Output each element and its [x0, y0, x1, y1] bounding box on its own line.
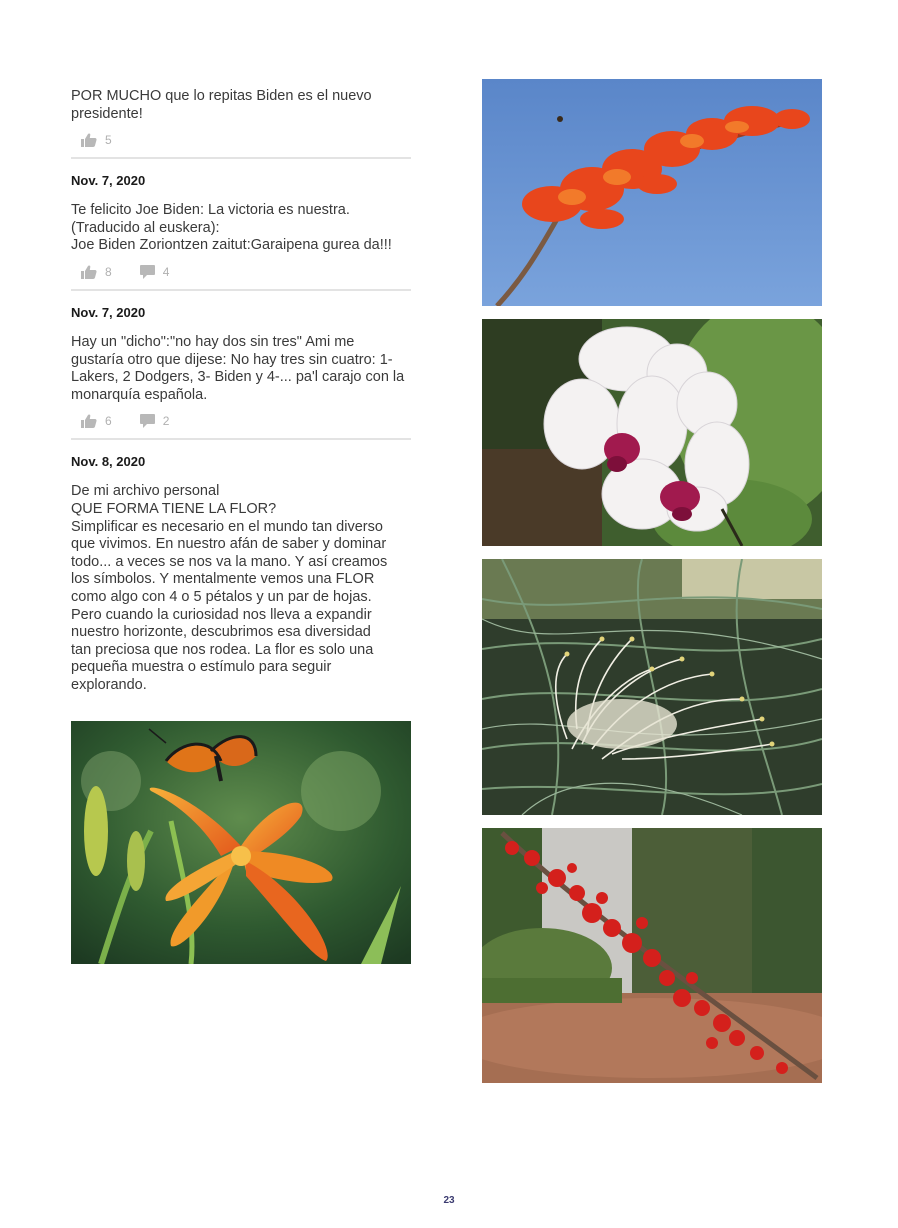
post-date: Nov. 7, 2020 [71, 304, 146, 320]
speech-bubble-icon [140, 414, 155, 428]
comment-button[interactable] [140, 414, 170, 428]
post-line: todo... a veces se nos va la mano. Y así creamos [71, 553, 388, 570]
thumbs-up-icon [81, 133, 97, 147]
post-line: presidente! [71, 105, 143, 122]
post-line: Te felicito Joe Biden: La victoria es nuestra. [71, 202, 350, 219]
post-line: los símbolos. Y mentalmente vemos una FLOR [71, 571, 375, 588]
like-button[interactable] [81, 265, 112, 279]
post-text [71, 334, 411, 404]
post-date: Nov. 7, 2020 [71, 173, 146, 189]
speech-bubble-icon [140, 265, 155, 279]
daylily-butterfly-photo[interactable] [71, 721, 411, 964]
post-line: Hay un "dicho":"no hay dos sin tres" Ami me [71, 333, 355, 350]
post [71, 173, 411, 291]
post-line: POR MUCHO que lo repitas Biden es el nuevo [71, 88, 372, 104]
post-line: Joe Biden Zoriontzen zaitut:Garaipena gurea da!!! [71, 237, 392, 254]
post-line: De mi archivo personal [71, 483, 220, 500]
post-text [71, 483, 411, 694]
like-button[interactable] [81, 414, 112, 428]
comment-button[interactable] [140, 265, 170, 279]
divider [71, 157, 411, 159]
post-meta [71, 123, 411, 157]
post [71, 88, 411, 159]
comment-count: 2 [162, 414, 170, 429]
comment-count: 4 [162, 264, 170, 279]
post-text [71, 88, 411, 123]
post-line: pequeña muestra o estímulo para seguir [71, 659, 332, 676]
like-count: 8 [105, 264, 112, 279]
post-line: (Traducido al euskera): [71, 219, 220, 236]
grevillea-white-photo[interactable] [482, 559, 822, 815]
post-line: QUE FORMA TIENE LA FLOR? [71, 500, 277, 517]
like-button[interactable] [81, 133, 112, 147]
post-line: tan preciosa que nos rodea. La flor es solo una [71, 641, 374, 658]
post [71, 454, 411, 694]
post-line: monarquía española. [71, 386, 208, 403]
thumbs-up-icon [81, 265, 97, 279]
white-orchid-photo[interactable] [482, 319, 822, 546]
post-text [71, 202, 411, 255]
post [71, 305, 411, 440]
ocotillo-flower-photo[interactable] [482, 79, 822, 306]
thumbs-up-icon [81, 414, 97, 428]
post-line: como algo con 4 o 5 pétalos y un par de hojas. [71, 588, 372, 605]
post-line: Simplificar es necesario en el mundo tan diverso [71, 518, 383, 535]
like-count: 5 [105, 133, 112, 148]
post-line: Lakers, 2 Dodgers, 3- Biden y 4-... pa'l carajo con la [71, 369, 405, 386]
red-blossom-branch-photo[interactable] [482, 828, 822, 1083]
post-date: Nov. 8, 2020 [71, 454, 146, 470]
post-line: nuestro horizonte, descubrimos esa diversidad [71, 624, 371, 641]
post-line: que vivimos. En nuestro afán de saber y dominar [71, 536, 387, 553]
like-count: 6 [105, 414, 112, 429]
post-column [71, 88, 411, 694]
post-line: gustaría otro que dijese: No hay tres sin cuatro: 1- [71, 351, 393, 368]
post-meta [71, 404, 411, 438]
page-number: 23 [443, 1195, 455, 1206]
post-line: Pero cuando la curiosidad nos lleva a expandir [71, 606, 372, 623]
post-line: explorando. [71, 676, 147, 693]
post-meta [71, 255, 411, 289]
divider [71, 289, 411, 291]
divider [71, 438, 411, 440]
